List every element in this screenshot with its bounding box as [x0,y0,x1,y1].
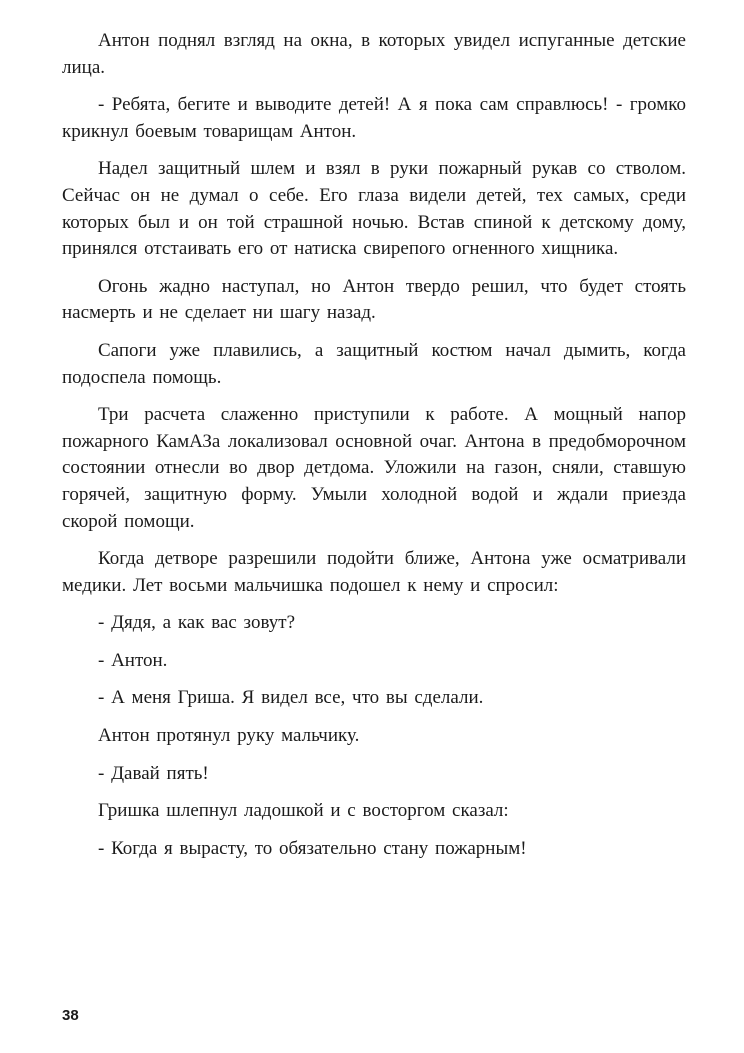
paragraph-dialog: - Ребята, бегите и выводите детей! А я пока сам справлюсь! - громко крикнул боевым товарищам Антон. [62,94,686,142]
paragraph-dialog: - Дядя, а как вас зовут? [98,612,296,634]
paragraph: Сапоги уже плавились, а защитный костюм начал дымить, когда подоспела помощь. [62,339,686,388]
text-block [62,28,686,873]
paragraph-dialog: - Антон. [98,649,168,671]
paragraph: Гришка шлепнул ладошкой и с восторгом сказал: [98,800,509,822]
paragraph-dialog: - Давай пять! [98,762,209,784]
paragraph: Надел защитный шлем и взял в руки пожарный рукав со стволом. Сейчас он не думал о себе. Его глаза видели детей, тех самых, среди которых был и он той страшной ночью. Встав спиной к детскому дому, принялся отстаивать его от натиска свирепого огненного хищника. [62,158,686,260]
paragraph-dialog: - А меня Гриша. Я видел все, что вы сделали. [98,687,484,709]
paragraph: Три расчета слаженно приступили к работе. А мощный напор пожарного КамАЗа локализовал основной очаг. Антона в предобморочном состоянии отнесли во двор детдома. Уложили на газон, сняли, ставшую горячей, защитную форму. Умыли холодной водой и ждали приезда скорой помощи. [62,404,686,532]
paragraph: Огонь жадно наступал, но Антон твердо решил, что будет стоять насмерть и не сделает ни шагу назад. [62,275,686,324]
paragraph: Антон поднял взгляд на окна, в которых увидел испуганные детские лица. [62,30,686,78]
paragraph: Антон протянул руку мальчику. [98,725,360,747]
paragraph: Когда детворе разрешили подойти ближе, Антона уже осматривали медики. Лет восьми мальчишка подошел к нему и спросил: [62,548,686,596]
paragraph-dialog: - Когда я вырасту, то обязательно стану пожарным! [98,837,527,859]
page-number: 38 [62,1007,79,1024]
